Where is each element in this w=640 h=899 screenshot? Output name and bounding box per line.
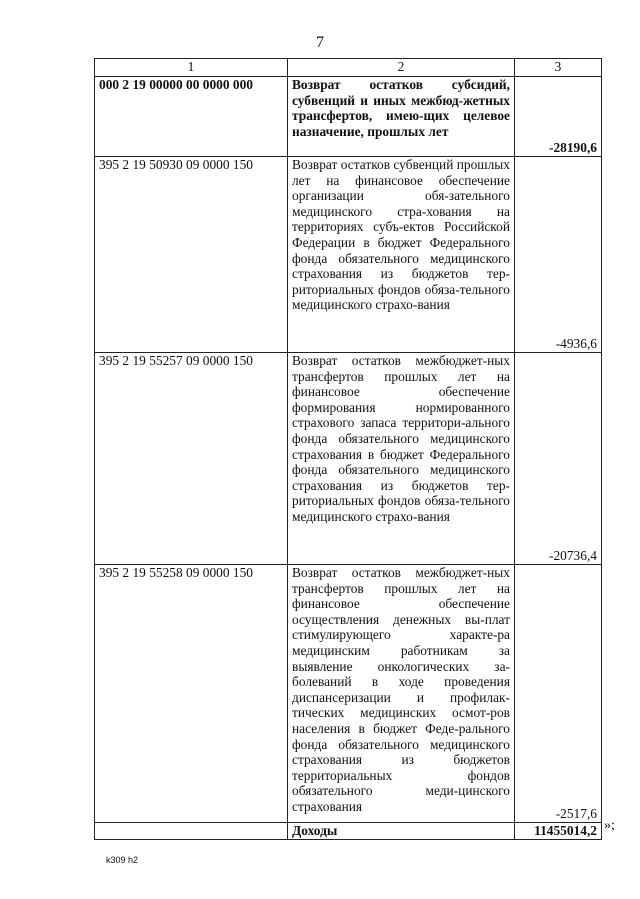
table-row [95, 353, 602, 565]
row-amount: -28190,6 [515, 77, 602, 157]
row-description: Возврат остатков субсидий, субвенций и иных межбюд-жетных трансфертов, имею-щих целевое назначение, прошлых лет [288, 77, 515, 157]
total-code [95, 823, 288, 840]
row-description: Возврат остатков межбюджет-ных трансфертов прошлых лет на финансовое обеспечение формирования нормированного страхового запаса территори-ального фонда обязательного медицинского страхования в бюджет Федерального фонда обязательного медицинского страхования из бюджетов тер-риториальных фондов обяза-тельного медицинского страхо-вания [288, 353, 515, 565]
row-description: Возврат остатков межбюджет-ных трансфертов прошлых лет на финансовое обеспечение осуществления денежных вы-плат стимулирующего характе-ра медицинским работникам за выявление онкологических за-болеваний в ходе проведения диспансеризации и профилак-тических медицинских осмот-ров населения в бюджет Феде-рального фонда обязательного медицинского страхования из бюджетов территориальных фондов обязательного меди-цинского страхования [288, 565, 515, 823]
total-amount: 11455014,2 [515, 823, 602, 840]
table-row [95, 77, 602, 157]
closing-quote: »; [604, 818, 615, 833]
column-header-code: 1 [95, 59, 288, 77]
footer-code: k309 h2 [106, 855, 139, 865]
table-header-row [95, 59, 602, 77]
row-code: 395 2 19 55258 09 0000 150 [95, 565, 288, 823]
table-row [95, 157, 602, 353]
row-code: 395 2 19 50930 09 0000 150 [95, 157, 288, 353]
revenue-table [94, 58, 602, 840]
total-row [95, 823, 602, 840]
column-header-amount: 3 [515, 59, 602, 77]
table-row [95, 565, 602, 823]
row-amount: -4936,6 [515, 157, 602, 353]
column-header-description: 2 [288, 59, 515, 77]
page-number: 7 [316, 34, 324, 51]
row-amount: -2517,6 [515, 565, 602, 823]
total-label: Доходы [288, 823, 515, 840]
row-code: 395 2 19 55257 09 0000 150 [95, 353, 288, 565]
row-code: 000 2 19 00000 00 0000 000 [95, 77, 288, 157]
row-description: Возврат остатков субвенций прошлых лет на финансовое обеспечение организации обя-зательного медицинского стра-хования на территориях субъ-ектов Российской Федерации в бюджет Федерального фонда обязательного медицинского страхования из бюджетов тер-риториальных фондов обяза-тельного медицинского страхо-вания [288, 157, 515, 353]
row-amount: -20736,4 [515, 353, 602, 565]
